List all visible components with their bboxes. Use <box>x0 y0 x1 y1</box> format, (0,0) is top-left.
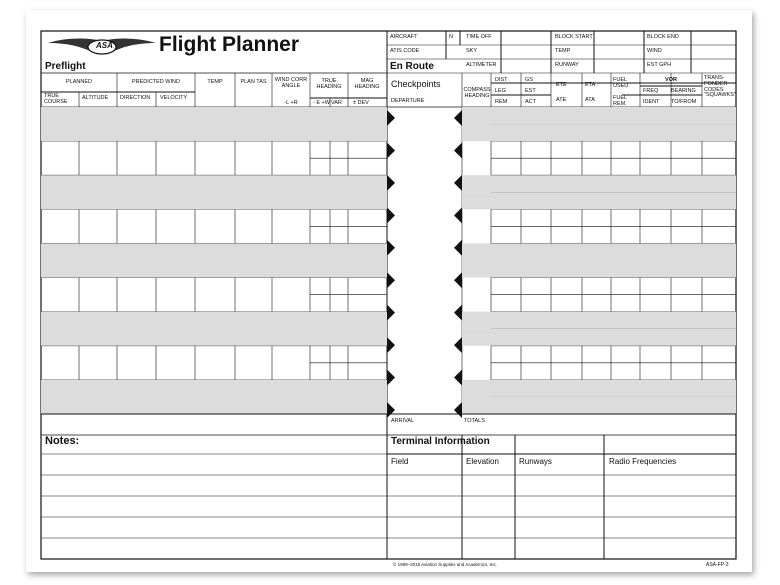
temp-label: TEMP <box>555 48 571 54</box>
checkpoint-marker-right <box>454 207 462 223</box>
leg-label: LEG <box>495 88 507 94</box>
est-label: EST <box>525 88 536 94</box>
brand-text: ASA <box>96 41 113 50</box>
checkpoint-marker-left <box>387 337 395 353</box>
act-label: ACT <box>525 99 536 105</box>
arrival-label: ARRIVAL <box>391 418 415 424</box>
flight-planner-sheet <box>26 10 752 572</box>
fuel-used-label: FUEL USED <box>613 77 629 89</box>
preflight-shaded-band <box>41 175 387 209</box>
checkpoint-marker-left <box>387 370 395 386</box>
transponder-label: TRANS- PONDER CODES "SQUAWKS" <box>704 75 736 99</box>
enroute-shaded-row <box>462 192 736 209</box>
enroute-shaded-row <box>462 107 736 124</box>
checkpoint-marker-right <box>454 110 462 126</box>
terminal-title: Terminal Information <box>391 436 490 447</box>
preflight-shaded-band <box>41 312 387 346</box>
checkpoint-marker-left <box>387 240 395 256</box>
checkpoints-header: Checkpoints <box>391 79 441 89</box>
dev-label: ± DEV <box>353 100 369 106</box>
ate-label: ATE <box>556 97 567 103</box>
wca-sign: -L +R <box>284 100 298 106</box>
checkpoint-marker-left <box>387 272 395 288</box>
copyright: © 1989–2015 Aviation Supplies and Academics, Inc. <box>393 562 498 567</box>
checkpoint-marker-left <box>387 142 395 158</box>
to-from-label: TO/FROM <box>671 99 697 105</box>
page-title: Flight Planner <box>159 33 300 56</box>
checkpoint-marker-right <box>454 305 462 321</box>
enroute-shaded-row <box>462 124 736 141</box>
direction-header: DIRECTION <box>120 95 151 101</box>
enroute-shaded-row <box>462 261 736 278</box>
true-heading-sign: - E +W <box>313 100 330 106</box>
est-gph-label: EST GPH <box>647 62 672 68</box>
true-heading-header: TRUE HEADING <box>316 78 342 90</box>
elevation-label: Elevation <box>466 457 499 466</box>
predicted-wind-header: PREDICTED WIND <box>132 79 180 85</box>
wind-corr-angle-header: WIND CORR ANGLE <box>274 77 308 89</box>
field-label: Field <box>391 457 409 466</box>
gs-label: GS <box>525 77 533 83</box>
checkpoint-marker-right <box>454 175 462 191</box>
checkpoint-marker-left <box>387 110 395 126</box>
temp-header: TEMP <box>207 79 223 85</box>
var-label: VAR <box>331 100 342 106</box>
checkpoint-marker-right <box>454 370 462 386</box>
dist-label: DIST <box>495 77 508 83</box>
checkpoint-marker-right <box>454 272 462 288</box>
checkpoint-marker-left <box>387 207 395 223</box>
enroute-shaded-row <box>462 175 736 192</box>
block-end-label: BLOCK END <box>647 34 679 40</box>
departure-label: DEPARTURE <box>391 98 425 104</box>
ident-label: IDENT <box>643 99 660 105</box>
enroute-shaded-row <box>462 329 736 346</box>
freq-label: FREQ <box>643 88 659 94</box>
ata-label: ATA <box>585 97 595 103</box>
fuel-rem-label: FUEL REM. <box>613 95 627 107</box>
rem-label: REM <box>495 99 508 105</box>
enroute-shaded-row <box>462 380 736 397</box>
section-enroute: En Route <box>390 61 434 72</box>
aircraft-label: AIRCRAFT <box>390 34 418 40</box>
vor-label: VOR <box>665 77 677 83</box>
runway-label: RUNWAY <box>555 62 579 68</box>
mag-heading-header: MAG HEADING <box>354 78 380 90</box>
compass-heading-header: COMPASS HEADING <box>463 87 491 99</box>
bearing-label: BEARING <box>671 88 696 94</box>
enroute-shaded-row <box>462 312 736 329</box>
plan-tas-header: PLAN TAS <box>240 79 267 85</box>
planned-header: PLANNED <box>66 79 92 85</box>
checkpoint-marker-left <box>387 175 395 191</box>
sky-label: SKY <box>466 48 478 54</box>
enroute-shaded-row <box>462 243 736 260</box>
true-course-header: TRUE COURSE <box>44 93 68 105</box>
checkpoint-marker-right <box>454 402 462 418</box>
checkpoint-marker-left <box>387 305 395 321</box>
altitude-header: ALTITUDE <box>82 95 109 101</box>
checkpoint-marker-right <box>454 240 462 256</box>
notes-title: Notes: <box>45 435 80 447</box>
checkpoint-marker-right <box>454 142 462 158</box>
n-label: N <box>449 34 453 40</box>
enroute-shaded-row <box>462 397 736 414</box>
velocity-header: VELOCITY <box>160 95 188 101</box>
eta-label: ETA <box>585 82 596 88</box>
preflight-shaded-band <box>41 380 387 414</box>
atis-code-label: ATIS CODE <box>390 48 420 54</box>
preflight-shaded-band <box>41 107 387 141</box>
altimeter-label: ALTIMETER <box>466 62 497 68</box>
wind-label: WIND <box>647 48 662 54</box>
runways-label: Runways <box>519 457 552 466</box>
preflight-shaded-band <box>41 243 387 277</box>
checkpoint-marker-right <box>454 337 462 353</box>
section-preflight: Preflight <box>45 61 86 72</box>
ete-label: ETE <box>556 82 567 88</box>
block-start-label: BLOCK START <box>555 34 593 40</box>
form-id: ASA-FP-3 <box>706 562 729 568</box>
time-off-label: TIME OFF <box>466 34 492 40</box>
totals-label: TOTALS <box>464 418 485 424</box>
checkpoint-marker-left <box>387 402 395 418</box>
radio-frequencies-label: Radio Frequencies <box>609 457 677 466</box>
